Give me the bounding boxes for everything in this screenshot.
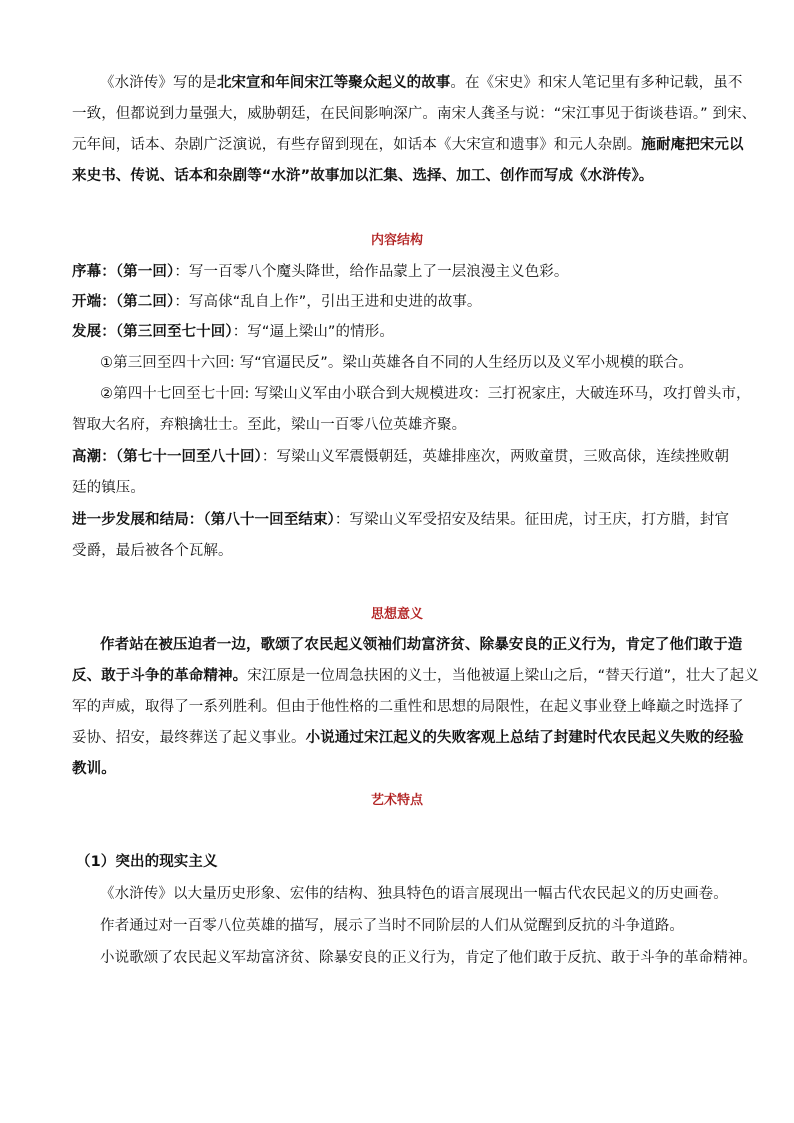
label: 高潮：（第七十一回至八十回） bbox=[72, 449, 262, 465]
text: ：写“逼上梁山”的情形。 bbox=[232, 324, 394, 340]
meaning-text: 妥协、招安，最终葬送了起义事业。 bbox=[72, 730, 306, 746]
meaning-line-4 bbox=[72, 728, 744, 748]
text: ：写梁山义军受招安及结果。征田虎，讨王庆，打方腊，封官 bbox=[334, 512, 730, 528]
text: ：写梁山义军震慑朝廷，英雄排座次，两败童贯，三败高俅，连续挫败朝 bbox=[261, 449, 730, 465]
art-paragraph-2: 作者通过对一百零八位英雄的描写，展示了当时不同阶层的人们从觉醒到反抗的斗争道路。 bbox=[100, 918, 684, 934]
intro-line-4: 来史书、传说、话本和杂剧等“水浒”故事加以汇集、选择、加工、创作而写成《水浒传》。 bbox=[72, 168, 654, 184]
section-heading-meaning: 思想意义 bbox=[370, 607, 423, 622]
structure-development bbox=[72, 322, 732, 342]
meaning-line-3: 军的声威，取得了一系列胜利。但由于他性格的二重性和思想的局限性，在起义事业登上峰巅之时选择了 bbox=[72, 699, 744, 715]
intro-emphasis: 施耐庵把宋元以 bbox=[641, 137, 744, 153]
development-item-1: ①第三回至四十六回: 写“官逼民反”。梁山英雄各自不同的人生经历以及义军小规模的联合。 bbox=[100, 355, 693, 371]
section-heading-structure: 内容结构 bbox=[370, 233, 423, 248]
intro-line-2: 一致，但都说到力量强大，威胁朝廷，在民间影响深广。南宋人龚圣与说：“宋江事见于街谈巷语。” 到宋、 bbox=[72, 106, 757, 122]
label: 序幕：（第一回） bbox=[72, 264, 175, 280]
intro-emphasis: 北宋宣和年间宋江等聚众起义的故事 bbox=[216, 75, 451, 91]
meaning-text: 宋江原是一位周急扶困的义士，当他被逼上梁山之后，“替天行道”，壮大了起义 bbox=[247, 668, 759, 684]
label: 开端：（第二回） bbox=[72, 294, 175, 310]
development-item-2: ②第四十七回至七十回: 写梁山义军由小联合到大规模进攻：三打祝家庄，大破连环马，攻打曾头市， bbox=[100, 386, 751, 402]
development-item-2-cont: 智取大名府，弃粮擒壮士。至此，梁山一百零八位英雄齐聚。 bbox=[72, 417, 467, 433]
section-heading-art: 艺术特点 bbox=[370, 793, 423, 808]
intro-line-1 bbox=[100, 73, 743, 93]
meaning-emphasis: 反、敢于斗争的革命精神。 bbox=[72, 668, 248, 684]
art-paragraph-1: 《水浒传》以大量历史形象、宏伟的结构、独具特色的语言展现出一幅古代农民起义的历史画卷。 bbox=[100, 886, 728, 902]
meaning-line-5: 教训。 bbox=[72, 761, 116, 777]
structure-ending-cont: 受爵，最后被各个瓦解。 bbox=[72, 543, 233, 559]
meaning-line-1: 作者站在被压迫者一边，歌颂了农民起义领袖们劫富济贫、除暴安良的正义行为，肯定了他们敢于造 bbox=[100, 637, 743, 653]
structure-beginning bbox=[72, 292, 732, 312]
structure-prologue bbox=[72, 262, 732, 282]
intro-text: 《水浒传》写的是 bbox=[100, 75, 217, 91]
text: ：写高俅“乱自上作”，引出王进和史进的故事。 bbox=[174, 294, 482, 310]
art-subheading-realism: （1）突出的现实主义 bbox=[76, 854, 218, 870]
structure-climax-cont: 廷的镇压。 bbox=[72, 480, 145, 496]
intro-text: 。在《宋史》和宋人笔记里有多种记载，虽不 bbox=[450, 75, 743, 91]
text: ：写一百零八个魔头降世，给作品蒙上了一层浪漫主义色彩。 bbox=[174, 264, 569, 280]
meaning-line-2 bbox=[72, 666, 759, 686]
intro-line-3 bbox=[72, 135, 744, 155]
label: 发展：（第三回至七十回） bbox=[72, 324, 233, 340]
structure-climax bbox=[72, 447, 732, 467]
art-paragraph-3: 小说歌颂了农民起义军劫富济贫、除暴安良的正义行为，肯定了他们敢于反抗、敢于斗争的革命精神。 bbox=[100, 950, 757, 966]
structure-ending bbox=[72, 510, 732, 530]
meaning-emphasis: 小说通过宋江起义的失败客观上总结了封建时代农民起义失败的经验 bbox=[305, 730, 744, 746]
intro-text: 元年间，话本、杂剧广泛演说，有些存留到现在，如话本《大宋宣和遗事》和元人杂剧。 bbox=[72, 137, 642, 153]
label: 进一步发展和结局：（第八十一回至结束） bbox=[72, 512, 335, 528]
